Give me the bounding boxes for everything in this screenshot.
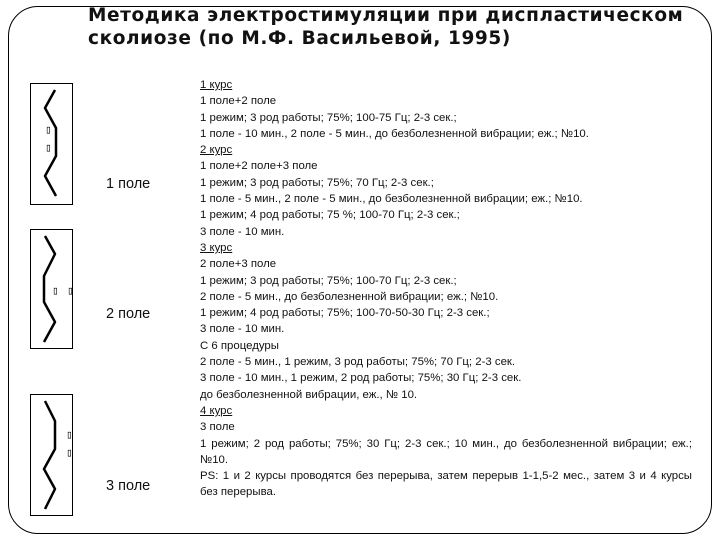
course-heading: 4 курс (200, 404, 233, 417)
procedure-line: 1 режим; 4 род работы; 75%; 100-70-50-30 Гц; 2-3 сек.; (200, 307, 490, 320)
procedure-line: 3 поле - 10 мин. (200, 225, 285, 238)
field-1-label: 1 поле (106, 176, 151, 192)
procedure-line: 1 поле - 5 мин., 2 поле - 5 мин., до безболезненной вибрации; еж.; №10. (200, 193, 583, 206)
field-2-label: 2 поле (106, 306, 151, 322)
procedure-line: 3 поле - 10 мин. (200, 323, 285, 336)
procedure-line: 1 режим; 3 род работы; 75%; 70 Гц; 2-3 сек.; (200, 176, 434, 189)
procedure-text (200, 77, 692, 501)
course-heading: 1 курс (200, 79, 233, 91)
marker-icon: ▯ (52, 284, 59, 297)
marker-icon: ▯ (66, 446, 73, 459)
procedure-line: 1 режим; 4 род работы; 75 %; 100-70 Гц; 2-3 сек.; (200, 209, 460, 222)
procedure-line: 3 поле - 10 мин., 1 режим, 2 род работы; 75%; 30 Гц; 2-3 сек. (200, 372, 522, 385)
course-heading: 2 курс (200, 144, 233, 157)
marker-icon: ▯ (45, 141, 52, 154)
marker-icon: ▯ (66, 428, 73, 441)
slide-title: Методика электростимуляции при диспластическом сколиозе (по М.Ф. Васильевой, 1995) (88, 5, 684, 49)
procedure-line: 1 режим; 3 род работы; 75%; 100-75 Гц; 2-3 сек.; (200, 111, 457, 124)
marker-icon: ▯ (67, 284, 74, 297)
procedure-line: до безболезненной вибрации, еж., № 10. (200, 388, 418, 401)
procedure-line: 2 поле - 5 мин., до безболезненной вибрации; еж.; №10. (200, 290, 499, 303)
field-3-label: 3 поле (106, 478, 151, 494)
procedure-line: 1 режим; 2 род работы; 75%; 30 Гц; 2-3 сек.; 10 мин., до безболезненной вибрации; еж.; №10. (200, 437, 692, 466)
course-heading: 3 курс (200, 241, 233, 254)
procedure-line: 1 поле+2 поле (200, 95, 277, 108)
procedure-line: С 6 процедуры (200, 339, 279, 352)
procedure-line: 1 режим; 3 род работы; 75%; 100-70 Гц; 2-3 сек.; (200, 274, 457, 287)
procedure-line: 1 поле - 10 мин., 2 поле - 5 мин., до безболезненной вибрации; еж.; №10. (200, 127, 589, 140)
procedure-line: 3 поле (200, 421, 235, 434)
procedure-line: 1 поле+2 поле+3 поле (200, 160, 318, 173)
procedure-line: 2 поле+3 поле (200, 258, 277, 271)
marker-icon: ▯ (45, 123, 52, 136)
procedure-line: PS: 1 и 2 курсы проводятся без перерыва, затем перерыв 1-1,5-2 мес., затем 3 и 4 курсы без перерыва. (200, 470, 692, 499)
procedure-line: 2 поле - 5 мин., 1 режим, 3 род работы; 75%; 70 Гц; 2-3 сек. (200, 356, 516, 369)
